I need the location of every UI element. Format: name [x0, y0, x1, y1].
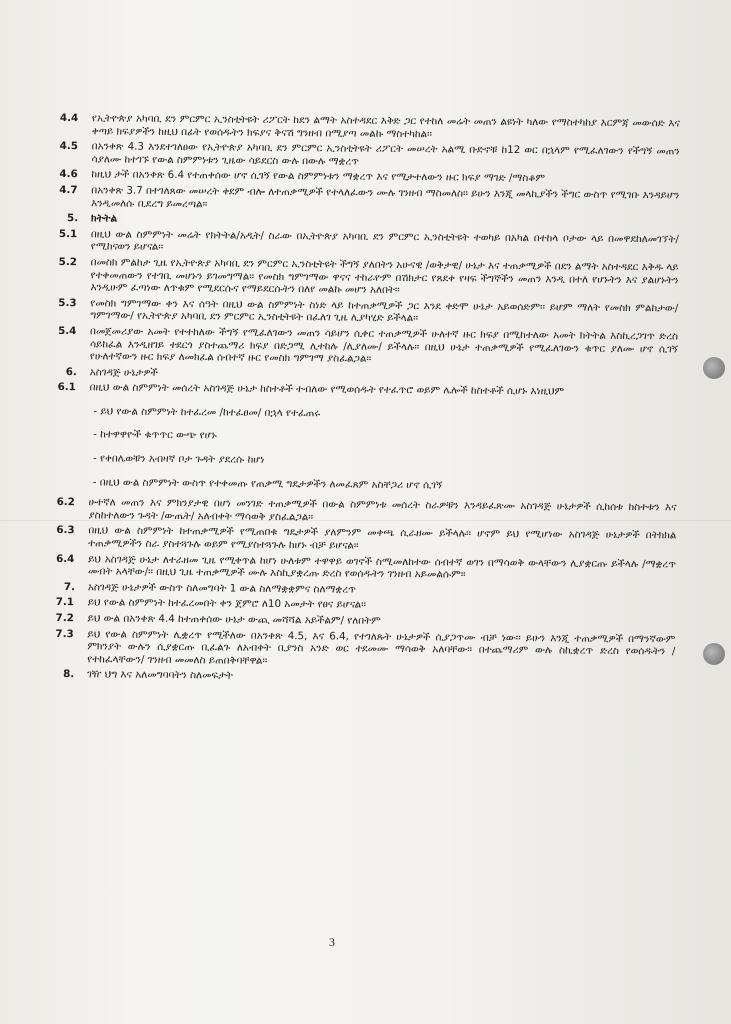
punch-hole — [703, 643, 725, 665]
clause-7-1: 7.1 ይህ የውል ስምምነት ከተፈረመበት ቀን ጀምሮ ለ10 አመታት የፀና ይሆናል፡፡ — [55, 596, 367, 612]
clause-5-3: 5.3 የመስክ ግምገማው ቀን እና ሰዓት በዚህ ውል ስምምነት ስነድ ላይ ከተጠቃሚዎች ጋር እንደ ቀድሞ ሁኔታ አይወሰድም፡፡ ይሆም ማለት የመስክ ምልከታው/ግምገማው/ የኢትዮጵያ አካባቢ ደን ምርምር ኢንስቲትዩት በፈለገ ጊዜ ሊያካሂድ ይችላል፡፡ — [58, 296, 679, 325]
clause-5-1: 5.1 በዚህ ውል ስምምነት መሬት የክትትል/አዲት/ ስራው በኢትዮጵያ አካባቢ ደን ምርምር ኢንስቲትዩት ተወካይ በአካል በተከላ ቦታው ላይ በመዋደከለመገኘት/ የሚከናወን ይሆናል፡፡ — [58, 227, 679, 254]
clause-4-7: 4.7 በአንቀጽ 3.7 በተገለጸው መሠረት ቀደም ብሎ ለተጠቃሚዎች የተላለፈውን ሙሉ ገንዘብ ማስመለስ፡፡ ይሁን እንጂ መላኪያችን ችግር ውስጥ የሚገቡ እንዳይሆን እንዲመለሱ ቢደረግ ይመረጣል፡፡ — [59, 183, 680, 210]
clause-6-2: 6.2 ሁተኛለ መጠን እና ምክንያታዊ በሆነ መንገድ ተጠቃሚዎች በውል ስምምነቱ መሰረት ስራዎቹን እንዳይፈጽሙ አስገዳጅ ሁኔታዎች ሲከሰቱ ከስተቱን እና ያስከተለውን ጉዳት /ውጤት/ አለብቀት ማሳወቅ ያስፈልጋል፡፡ — [56, 496, 677, 524]
clause-4-5: 4.5 በአንቀጽ 4.3 እንደተገለፀው የኢትዮጵያ አካባቢ ደን ምርምር ኢንስቲትዩት ሪፖርት መሠረት አልሚ ቡድኖቹ ከ12 ወር በኋላም የሚፈለገውን የችግኝ መጠን ሳያለሙ ከተገኙ የውል ስምምነቱን ጊዜው ሳይደርስ ውሉ በውሉ ማቋረጥ — [59, 140, 680, 168]
section-heading-5: 5. ክትትል — [67, 212, 118, 225]
section-heading-6: 6. አስገዳጅ ሁኔታዎች — [65, 365, 158, 379]
section-heading-8: 8. ገዥ ህግ እና አለመግባባትን ስለመፍታት — [63, 668, 233, 682]
clause-6-1: 6.1 በዚህ ውል ስምምነት መሰረት አስገዳጅ ሁኔታ ከስተቶች ተብለው የሚወሰዱት የተፈጥሮ ወይም ሌሎች ከስተቶች ሲሆኑ እነዚህም — [57, 381, 565, 398]
clause-5-2: 5.2 በመስክ ምልከታ ጊዜ የኢትዮጵያ አካባቢ ደን ምርምር ኢንስቲትዩት ችግኝ ያለበትን አሁናዊ /ወቅታዊ/ ሁኔታ እና ተጠቃሚዎች በደን ልማት አስተዳደር እቅዱ ላይ የተቀመጠውን የተገቢ መሆኑን ይገመግማል፡፡ የመስክ ግምገማው ዋናና ተከራዮም በሽክታር የጸደቀ የዛፍ ችግኞችን መጠን እንዲ በተለ የሆኑትን እና ያልሆኑትን እንዲሁም ፈጣነው ለጥቁም የሚደርሱና የማይደርሱትን በለየ መልኩ መሆን አለበት፡፡ — [58, 255, 679, 297]
clause-5-4: 5.4 በመጀመሪያው አመት የተተከለው ችግኝ የሚፈለገውን መጠን ሳይሆን ሲቀር ተጠቃሚዎች ሁለተኛ ዙር ክፍያ በሚከተለው አመት ክትትል እስኪረጋገጥ ድረስ ሳይከፈል እንዲዘገይ ተደርጎ ያስተጨማሪ ክፍያ በድጋሚ ሊተከሉ /ሊያለሙ/ ይችላሉ፡፡ በዚህ ሁኔታ ተጠቃሚዎች የሚፈለገውን ቁጥር ያለሙ ሆኖ ሲገኝ የሁለተኛውን ዙር ክፍያ ለመክፈል ሰብተኛ ዙር የመስክ ግምገማ ያስፈልጋል፡፡ — [58, 324, 679, 365]
bullet-item: - በዚህ ውል ስምምነት ውስጥ የተቀመጡ የጠቃሚ ግዴታዎችን ለመፈጸም አስቸጋሪ ሆኖ ሲገኝ — [92, 475, 443, 492]
punch-hole — [703, 357, 725, 379]
bullet-item: - የቀበሌወቹን አብዛኛ ቦታ ጉዳት ያደረሱ ከሆነ — [92, 452, 265, 466]
clause-6-3: 6.3 በዚህ ውል ስምምነት ከተጠቃሚዎች የሚጠበቁ ግዴታዎች ያለምንም መቀጫ ሲራዘሙ ይችላሉ፡፡ ሆኖም ይህ የሚሆነው አስገዳጅ ሁኔታዎች በትክክል ተጠቃሚዎችን ስራ ያስተጓጉሉ ወይም የሚያስተጓጉሉ ከሆኑ ብቻ ይሆናል፡፡ — [56, 524, 677, 552]
clause-4-6: 4.6 ከዚህ ታች በአንቀጽ 6.4 የተጠቀሰው ሆኖ ሲገኝ የውል ስምምነቱን ማቋረጥ እና የሚታተለውን ዙር ክፍያ ማገድ /ማስቆም — [59, 168, 546, 185]
bullet-item: - ይህ የውል ስምምነት ከተፈረመ /ከተፈፀመ/ በኋላ የተፈጠሩ — [93, 405, 321, 420]
document-body — [55, 112, 680, 689]
page-number: 3 — [329, 935, 335, 949]
clause-7-3: 7.3 ይህ የውል ስምምነት ሊቋረጥ የሚችለው በአንቀጽ 4.5, እና 6.4, የተገለጹት ሁኔታዎች ሲያጋጥሙ ብቻ ነው፡፡ ይሁን እንጂ ተጠቃሚዎች በማንኛውም ምክንያት ውሉን ሲያቋርጡ ቢፈልጉ ለአብቀት ቢያንስ አንድ ወር ተደመሙ ማሳወቅ አለባቸው፡፡ በተጨማሪም ውሉ ስኪቋረጥ ድረስ የወሰዱትን /የተከፈላቸውን/ ገንዘብ መመለስ ይጠበቅባቸዋል፡፡ — [55, 627, 676, 667]
section-heading-7: 7. አስገዳጅ ሁኔታዎች ውስጥ ስለመግባት 1 ውል ስለማቋቋምና ስለማቋረጥ — [63, 580, 357, 596]
clause-7-2: 7.2 ይህ ውል በአንቀጽ 4.4 ከተጠቀሰው ሁኔታ ውጪ መሻሻል አይችልም/ የለበትም — [55, 611, 381, 627]
clause-4-4: 4.4 የኢትዮጵያ አካባቢ ደን ምርምር ኢንስቲትዩት ሪፖርት ከደን ልማት አስተዳደር እቅድ ጋር የተከለ መሬት መጠን ልዩነት ካለው የማስተካከያ እርምጃ መውሰድ እና ቀጣይ ክፍያዎችን ከዚህ በፊት የወሰዱትን ክፍያና ቅናሽ ግንዘብ በሚያጣ መልኩ ማስተካከል፡፡ — [59, 112, 680, 140]
clause-6-4: 6.4 ይህ አስገዳጅ ሁኔታ ለተራዘመ ጊዜ የሚቀጥል ከሆነ ሁለቱም ተዋዋይ ወገኖች ስሚመለከተው ሰብተኛ ወገን በማሳወቅ ውላቸውን ሊያቋርጡ ይችላሉ /ማቋረጥ መብት አላቸው/፡፡ በዚህ ጊዜ ተጠቃሚዎች ሙሉ እስኪያቋረጡ ድረስ የወሰዱትን ገንዘብ አይመልሱም፡፡ — [56, 552, 677, 581]
bullet-item: - ከተዋዋዮች ቁጥጥር ውጭ የሆኑ — [93, 428, 217, 442]
